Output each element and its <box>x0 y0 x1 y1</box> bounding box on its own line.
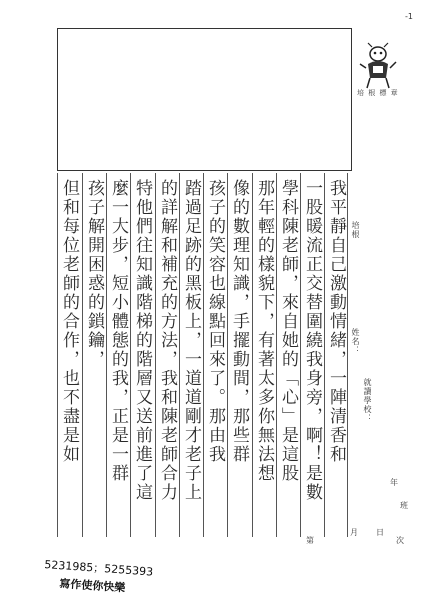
column-text: 麼一大步，短小體態的我，正是一群 <box>108 179 128 483</box>
column-text: 像的數理知識，手擺動間，那些群 <box>229 179 249 464</box>
manuscript-column <box>155 173 179 537</box>
term-label: 第 <box>306 536 314 545</box>
column-text: 學科陳老師，來自她的「心」是這股 <box>278 179 298 483</box>
column-text: 特他們往知識階梯的階層又送前進了這 <box>132 179 152 502</box>
name-label: 姓名： <box>351 328 360 355</box>
manuscript-column <box>276 173 300 537</box>
manuscript-column <box>179 173 203 537</box>
footer-id-numbers: 5231985；5255393 <box>43 557 154 579</box>
class-label: 班 <box>400 501 408 510</box>
manuscript-column <box>252 173 276 537</box>
column-text: 的詳解和補充的方法，我和陳老師合力 <box>157 179 177 502</box>
times-label: 次 <box>396 536 404 545</box>
manuscript-grid <box>57 173 348 537</box>
year-label: 年 <box>390 478 398 487</box>
peigen-stamp-icon <box>356 42 400 92</box>
column-text: 孩子的笑容也線點回來了。那由我 <box>205 179 225 464</box>
column-text: 但和每位老師的合作，也不盡是如 <box>59 179 79 464</box>
corner-mark: -1 <box>405 12 413 21</box>
month-label: 月 <box>350 528 358 537</box>
column-text: 孩子解開困惑的鎖鑰， <box>84 179 104 369</box>
manuscript-column <box>203 173 227 537</box>
manuscript-column <box>82 173 106 537</box>
manuscript-column <box>300 173 324 537</box>
column-text: 踏過足跡的黑板上，一道道剛才老子上 <box>181 179 201 502</box>
manuscript-column <box>324 173 348 537</box>
footer-slogan: 寫作使你快樂 <box>58 576 126 595</box>
column-text: 我平靜自己激動情緒，一陣清香和 <box>326 179 346 464</box>
day-label: 日 <box>376 528 384 537</box>
column-text: 那年輕的樣貌下，有著太多你無法想 <box>254 179 274 483</box>
manuscript-column <box>227 173 252 537</box>
manuscript-column <box>57 173 82 537</box>
school-label: 就讀學校： <box>363 378 372 423</box>
manuscript-column <box>106 173 130 537</box>
stamp-label: 培 根 標 章 <box>357 89 399 97</box>
manuscript-column <box>130 173 155 537</box>
group-label: 培根 <box>351 221 360 239</box>
teacher-comment-box <box>57 28 352 171</box>
column-text: 一股暖流正交替圍繞我身旁，啊！是數 <box>302 179 322 502</box>
